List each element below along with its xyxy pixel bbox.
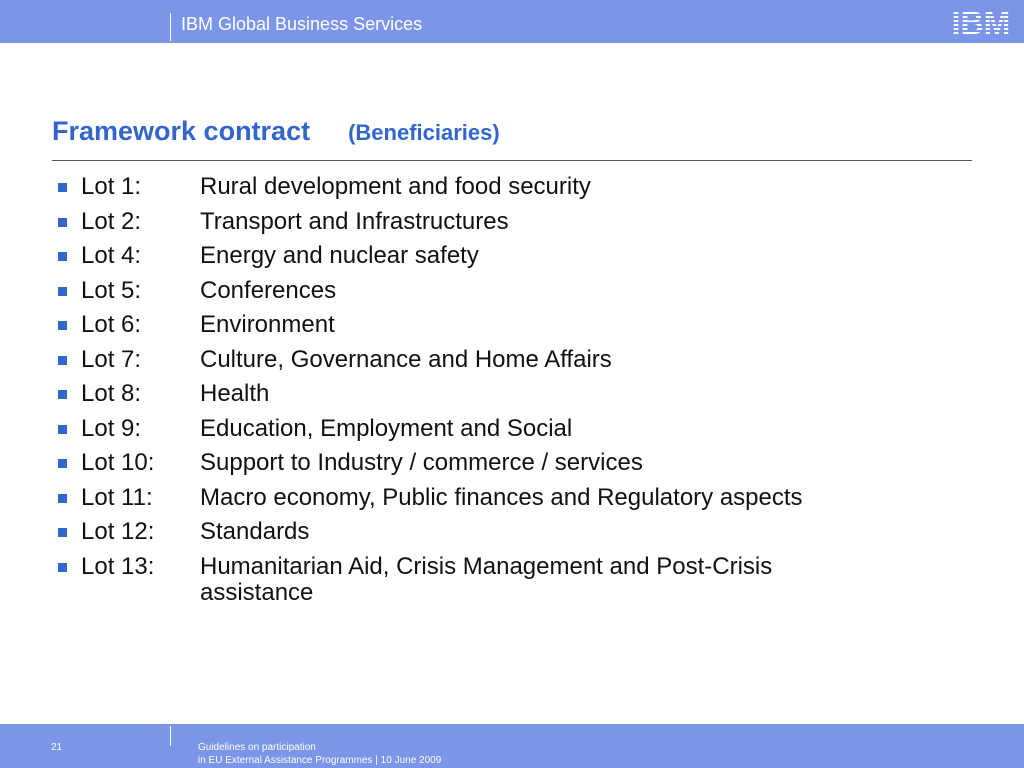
square-bullet-icon: [58, 528, 67, 537]
slide-title-sub: (Beneficiaries): [348, 120, 500, 145]
lot-label: Lot 6:: [81, 311, 142, 338]
lot-label: Lot 9:: [81, 414, 142, 442]
lot-description: Energy and nuclear safety: [200, 242, 479, 269]
square-bullet-icon: [58, 390, 67, 399]
lot-item: [58, 209, 958, 235]
lot-description: Education, Employment and Social: [200, 414, 573, 442]
lot-item: [58, 347, 958, 373]
square-bullet-icon: [58, 218, 67, 227]
lot-label: Lot 7:: [81, 345, 142, 373]
header-title: IBM Global Business Services: [181, 14, 423, 34]
lot-list: [58, 174, 958, 614]
square-bullet-icon: [58, 459, 67, 468]
ibm-logo-icon: [946, 4, 1016, 38]
lot-item: [58, 416, 958, 442]
lot-description: Health: [200, 380, 270, 407]
lot-label: Lot 5:: [81, 276, 142, 304]
square-bullet-icon: [58, 494, 67, 503]
square-bullet-icon: [58, 183, 67, 192]
lot-label: Lot 10:: [81, 449, 155, 476]
footer-text: [198, 741, 441, 767]
title-underline: [52, 160, 972, 161]
lot-label: Lot 12:: [81, 518, 155, 545]
lot-description: Support to Industry / commerce / services: [200, 449, 643, 476]
footer-line-2: in EU External Assistance Programmes | 10 June 2009: [198, 755, 442, 766]
square-bullet-icon: [58, 321, 67, 330]
lot-item: [58, 312, 958, 338]
lot-item: [58, 485, 958, 511]
header-bar: [0, 0, 1024, 43]
square-bullet-icon: [58, 425, 67, 434]
lot-description: Environment: [200, 311, 335, 338]
lot-label: Lot 11:: [81, 483, 153, 511]
square-bullet-icon: [58, 563, 67, 572]
lot-item: [58, 381, 958, 407]
lot-description: Humanitarian Aid, Crisis Management and Post-Crisis assistance: [200, 552, 773, 606]
lot-item: [58, 243, 958, 269]
footer-bar: [0, 724, 1024, 768]
square-bullet-icon: [58, 287, 67, 296]
lot-description: Culture, Governance and Home Affairs: [200, 345, 612, 373]
lot-label: Lot 4:: [81, 242, 142, 269]
lot-description: Standards: [200, 518, 310, 545]
page-number: 21: [51, 742, 63, 753]
lot-description: Conferences: [200, 276, 337, 304]
lot-label: Lot 2:: [81, 207, 142, 235]
lot-description: Macro economy, Public finances and Regulatory aspects: [200, 483, 803, 511]
slide-title-main: Framework contract: [52, 116, 311, 146]
lot-label: Lot 13:: [81, 552, 155, 580]
footer-line-1: Guidelines on participation: [198, 742, 316, 753]
lot-label: Lot 8:: [81, 380, 142, 407]
lot-item: [58, 278, 958, 304]
square-bullet-icon: [58, 252, 67, 261]
lot-item: [58, 450, 958, 476]
slide-title: [52, 116, 500, 147]
lot-item: [58, 519, 958, 545]
lot-item: [58, 554, 958, 606]
header-divider: [170, 13, 171, 41]
square-bullet-icon: [58, 356, 67, 365]
lot-label: Lot 1:: [81, 173, 142, 200]
lot-description: Transport and Infrastructures: [200, 207, 509, 235]
lot-item: [58, 174, 958, 200]
lot-description: Rural development and food security: [200, 173, 591, 200]
footer-divider: [170, 726, 171, 746]
